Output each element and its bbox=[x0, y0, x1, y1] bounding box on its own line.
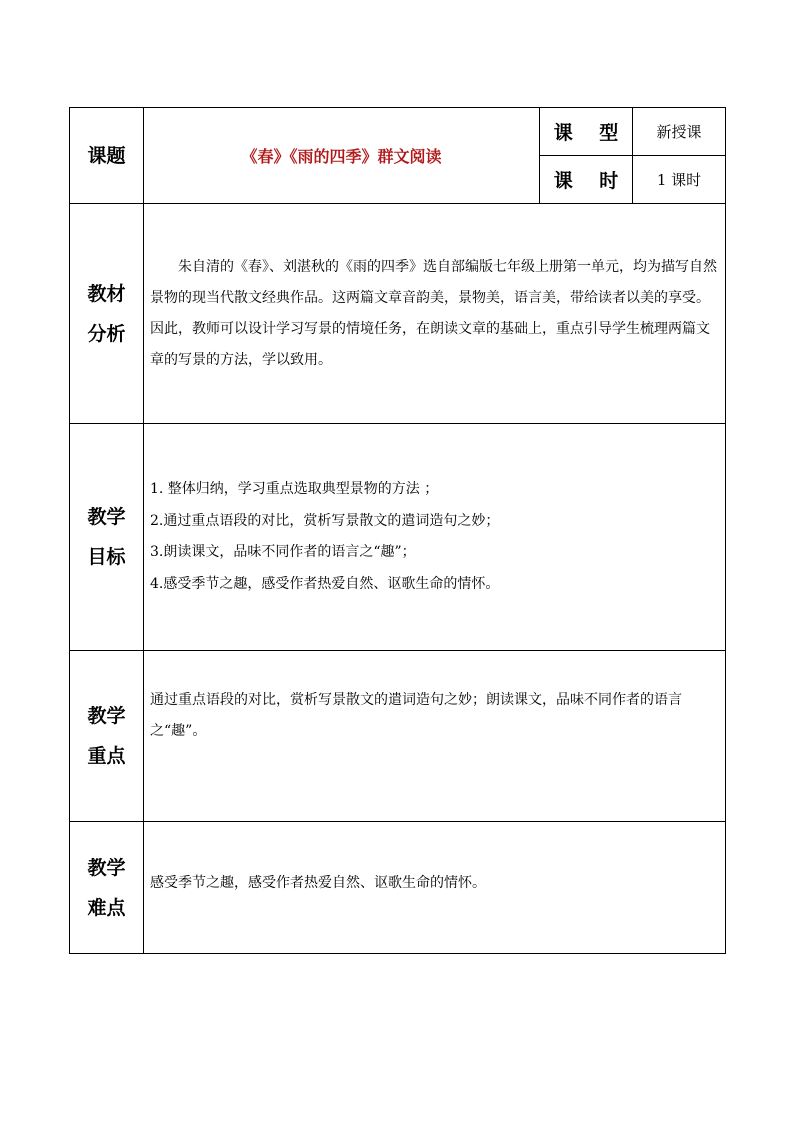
lesson-hours-value: 1 课时 bbox=[656, 171, 702, 189]
goals-label-cell bbox=[70, 424, 144, 651]
lesson-type-label-cell bbox=[540, 108, 633, 156]
goal-item-3: 3.朗读课文，品味不同作者的语言之“趣”； bbox=[150, 544, 416, 560]
key-points-label-line1: 教学 bbox=[87, 705, 126, 727]
key-points-label-cell bbox=[70, 651, 144, 822]
analysis-label-line2: 分析 bbox=[87, 322, 126, 345]
lesson-type-value: 新授课 bbox=[656, 123, 702, 141]
lesson-hours-label-cell bbox=[540, 156, 633, 204]
goals-label-line1: 教学 bbox=[87, 506, 126, 528]
difficulties-content-cell bbox=[144, 822, 726, 954]
lesson-type-value-cell bbox=[633, 108, 726, 156]
analysis-content-cell bbox=[144, 204, 726, 424]
topic-label-cell bbox=[70, 108, 144, 204]
analysis-label-line1: 教材 bbox=[87, 282, 126, 305]
goal-item-1: 1. 整体归纳，学习重点选取典型景物的方法 ； bbox=[150, 481, 439, 497]
lesson-type-label: 课 型 bbox=[553, 122, 629, 144]
key-points-text: 通过重点语段的对比，赏析写景散文的遣词造句之妙；朗读课文，品味不同作者的语言之“趣”。 bbox=[150, 692, 682, 739]
difficulties-label-line2: 难点 bbox=[87, 896, 126, 919]
analysis-text: 朱自清的《春》、刘湛秋的《雨的四季》选自部编版七年级上册第一单元，均为描写自然景物的现当代散文经典作品。这两篇文章音韵美，景物美，语言美，带给读者以美的享受。因此，教师可以设计学习写景的情境任务，在朗读文章的基础上，重点引导学生梳理两篇文章的写景的方法，学以致用。 bbox=[150, 258, 717, 368]
lesson-hours-label: 课 时 bbox=[553, 170, 629, 192]
difficulties-label-line1: 教学 bbox=[87, 856, 126, 879]
analysis-label-cell bbox=[70, 204, 144, 424]
goals-list bbox=[150, 474, 719, 600]
lesson-hours-value-cell bbox=[633, 156, 726, 204]
difficulties-label-cell bbox=[70, 822, 144, 954]
topic-title-cell bbox=[144, 108, 540, 204]
key-points-label-line2: 重点 bbox=[87, 745, 126, 767]
topic-title: 《春》《雨的四季》群文阅读 bbox=[241, 147, 442, 166]
goal-item-2: 2.通过重点语段的对比，赏析写景散文的遣词造句之妙； bbox=[150, 512, 500, 529]
key-points-content-cell bbox=[144, 651, 726, 822]
difficulties-text: 感受季节之趣，感受作者热爱自然、讴歌生命的情怀。 bbox=[150, 875, 486, 891]
goal-item-4: 4.感受季节之趣，感受作者热爱自然、讴歌生命的情怀。 bbox=[150, 575, 500, 592]
goals-content-cell bbox=[144, 424, 726, 651]
goals-label-line2: 目标 bbox=[87, 546, 126, 568]
topic-label: 课题 bbox=[87, 144, 126, 167]
lesson-plan-table bbox=[69, 107, 726, 954]
